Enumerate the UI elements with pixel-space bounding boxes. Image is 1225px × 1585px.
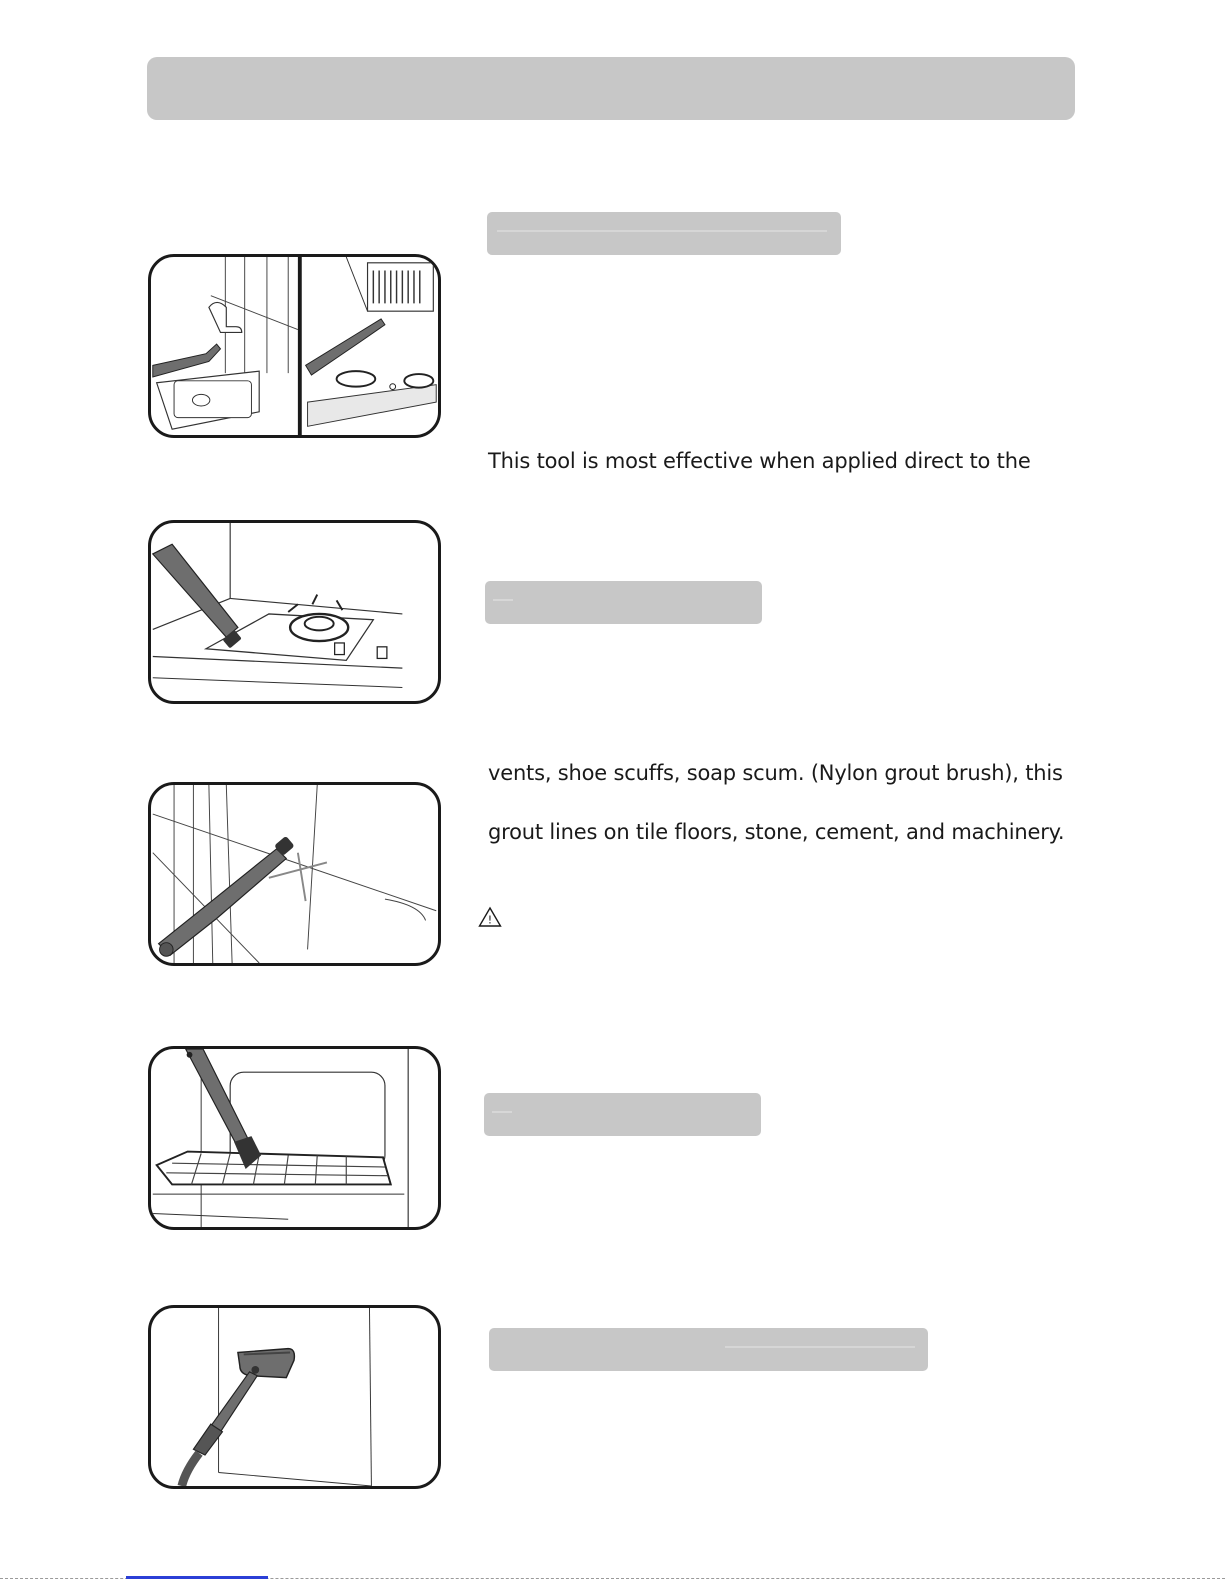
gas-stove-drawing	[151, 523, 438, 701]
oven-rack-drawing	[151, 1049, 438, 1227]
warning-triangle-icon	[478, 906, 502, 928]
window-squeegee-drawing	[151, 1308, 438, 1486]
label-bar-flat-brush	[484, 1093, 761, 1136]
sink-and-hood-drawing	[151, 257, 438, 435]
illustration-grout-brush-on-tile-wall	[148, 782, 441, 966]
body-text-line-3: grout lines on tile floors, stone, cement, and machinery.	[488, 820, 1065, 844]
footer-link-underline[interactable]	[126, 1576, 268, 1579]
label-bar-nylon-brush	[485, 581, 762, 624]
body-text-line-2: vents, shoe scuffs, soap scum. (Nylon grout brush), this	[488, 761, 1063, 785]
tile-wall-drawing	[151, 785, 438, 963]
svg-text:!: !	[487, 913, 493, 927]
label-bar-steam-nozzle	[487, 212, 841, 255]
label-bar-window-squeegee	[489, 1328, 928, 1371]
illustration-flat-brush-on-oven-rack	[148, 1046, 441, 1230]
section-header-bar	[147, 57, 1075, 120]
illustration-jet-nozzle-sink-and-range-hood	[148, 254, 441, 438]
illustration-nylon-brush-on-gas-stove	[148, 520, 441, 704]
illustration-window-squeegee-on-glass	[148, 1305, 441, 1489]
body-text-line-1: This tool is most effective when applied direct to the	[488, 449, 1031, 473]
